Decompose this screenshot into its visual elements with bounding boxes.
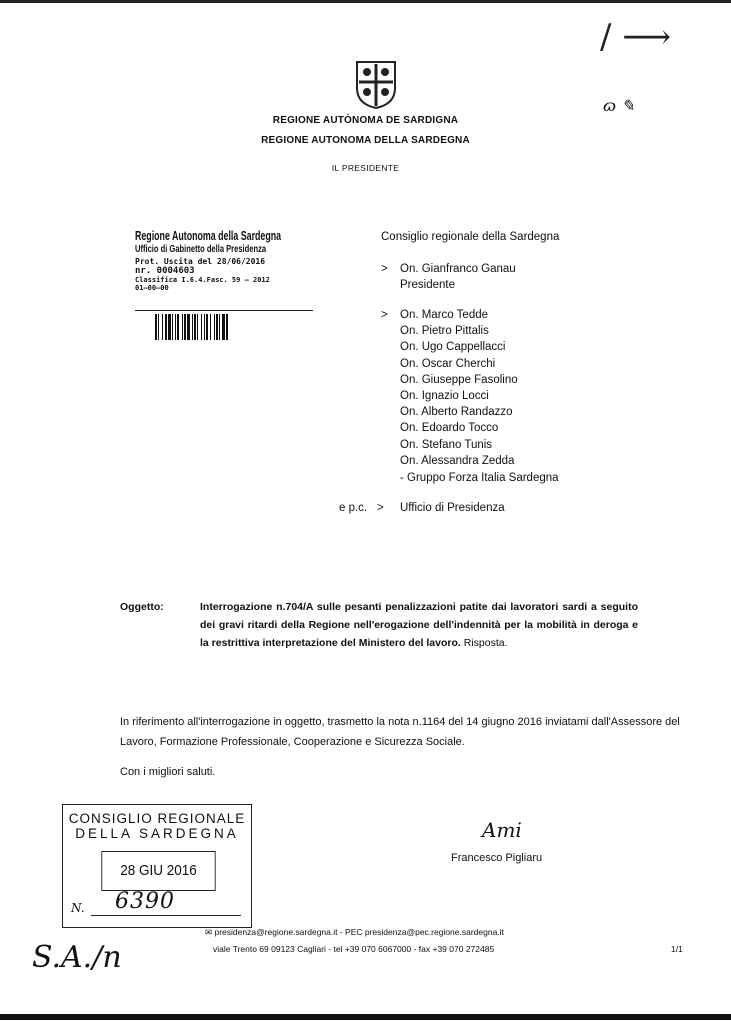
handwritten-annotation: ɷ ✎ (603, 96, 635, 115)
protocol-date: Prot. Uscita del 28/06/2016 (135, 257, 266, 266)
mail-icon: ✉ (205, 927, 213, 937)
letterhead-line2: REGIONE AUTONOMA DELLA SARDEGNA (261, 135, 470, 146)
protocol-stamp (135, 228, 315, 292)
footer-address: viale Trento 69 09123 Cagliari - tel +39 070 6067000 - fax +39 070 272485 (213, 944, 495, 954)
recipient-name: On. Alessandra Zedda (400, 454, 515, 467)
protocol-divider (135, 310, 313, 311)
recipient-name: On. Edoardo Tocco (400, 422, 499, 435)
page-number: 1/1 (671, 944, 683, 954)
reception-stamp (62, 804, 252, 928)
bottom-border (0, 1014, 731, 1020)
footer-email (205, 927, 504, 938)
stamp-number-label: N. (71, 901, 85, 915)
recipient-name: On. Gianfranco Ganau (400, 263, 516, 275)
stamp-line2: DELLA SARDEGNA (75, 826, 239, 841)
cc-recipient: Ufficio di Presidenza (400, 502, 505, 514)
recipient-name: On. Ignazio Locci (400, 390, 489, 402)
handwritten-signature: Ami (482, 818, 522, 842)
recipient-header: Consiglio regionale della Sardegna (381, 231, 560, 243)
recipient-name: On. Ugo Cappellacci (400, 341, 506, 354)
barcode-icon (155, 314, 260, 340)
protocol-office: Ufficio di Gabinetto della Presidenza (135, 243, 267, 255)
protocol-classification-code: 01–00–00 (135, 284, 169, 292)
stamp-line1: CONSIGLIO REGIONALE (68, 811, 246, 826)
arrow-marker: > (381, 309, 388, 321)
protocol-number: nr. 0004603 (135, 266, 195, 276)
recipient-name: - Gruppo Forza Italia Sardegna (400, 472, 559, 484)
cc-label: e p.c. (339, 502, 368, 514)
subject-suffix: Risposta. (463, 637, 508, 649)
recipient-name: On. Stefano Tunis (400, 438, 493, 451)
recipient-name: On. Oscar Cherchi (400, 357, 496, 370)
subject-block (120, 598, 638, 652)
protocol-entity: Regione Autonoma della Sardegna (135, 228, 282, 243)
recipient-name: On. Giuseppe Fasolino (400, 373, 518, 386)
regional-crest-icon (353, 58, 399, 110)
stamp-date: 28 GIU 2016 (101, 851, 215, 891)
letterhead-line1: REGIONE AUTÒNOMA DE SARDIGNA (272, 115, 459, 126)
subject-text: Interrogazione n.704/A sulle pesanti penalizzazioni patite dai lavoratori sardi a seguito dei gravi ritardi della Regione nell'erogazione dell'indennità per la mobilità in deroga e la restrittiva interpretazione del Ministero del lavoro. (200, 601, 638, 649)
subject-label: Oggetto: (120, 601, 164, 613)
arrow-marker: > (377, 502, 384, 514)
stamp-number-line (91, 915, 241, 916)
stamp-number: 6390 (115, 889, 175, 914)
handwritten-mark: / ⟶ (600, 17, 672, 57)
recipient-name: On. Marco Tedde (400, 309, 489, 321)
arrow-marker: > (381, 263, 388, 275)
handwritten-initials: S.A./n (32, 940, 122, 975)
letterhead-office: IL PRESIDENTE (331, 163, 400, 173)
footer-email-text: presidenza@regione.sardegna.it - PEC presidenza@pec.regione.sardegna.it (214, 927, 504, 937)
recipient-name: On. Pietro Pittalis (400, 325, 489, 338)
closing-line: Con i migliori saluti. (120, 766, 216, 778)
recipient-role: Presidente (400, 279, 455, 291)
protocol-classification: Classifica I.6.4.Fasc. 59 – 2012 (135, 276, 270, 284)
signatory-name: Francesco Pigliaru (451, 852, 543, 864)
body-paragraph: In riferimento all'interrogazione in oggetto, trasmetto la nota n.1164 del 14 giugno 2016 inviatami dall'Assessore del Lavoro, Formazione Professionale, Cooperazione e Sicurezza Sociale. (120, 716, 680, 748)
top-border (0, 0, 731, 3)
recipient-name: On. Alberto Randazzo (400, 406, 513, 419)
